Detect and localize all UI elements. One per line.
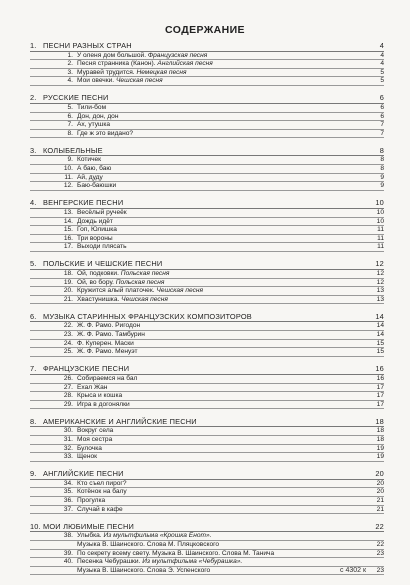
entry-page: 6	[380, 103, 384, 111]
entry-number: 33.	[63, 453, 73, 461]
section-page: 10	[375, 198, 384, 208]
entry-page: 14	[376, 331, 384, 339]
entry-number: 5.	[67, 103, 73, 111]
entry-number: 28.	[63, 392, 73, 400]
section-title: ВЕНГЕРСКИЕ ПЕСНИ	[43, 198, 124, 208]
entry-title: Песенка Чебурашки.	[77, 558, 141, 566]
entry-number: 13.	[63, 208, 73, 216]
entry-page: 11	[377, 226, 384, 234]
toc-entry[interactable]	[30, 77, 384, 86]
entry-title: Где ж это видано?	[77, 129, 134, 137]
toc-entry[interactable]	[30, 60, 384, 69]
toc-entry[interactable]	[30, 401, 384, 410]
entry-note: Чешская песня	[115, 77, 163, 85]
section-title: ФРАНЦУЗСКИЕ ПЕСНИ	[43, 364, 130, 374]
section-page: 14	[375, 311, 384, 321]
entry-number: 26.	[63, 374, 73, 382]
toc-section	[30, 94, 384, 138]
entry-number: 27.	[63, 383, 73, 391]
toc-entry[interactable]	[30, 348, 384, 357]
entry-page: 10	[376, 208, 384, 216]
entry-number: 7.	[67, 121, 73, 129]
section-title: КОЛЫБЕЛЬНЫЕ	[43, 145, 103, 155]
catalog-code: с 4302 к	[340, 567, 367, 574]
entry-note: Английская песня	[157, 60, 213, 68]
entry-page: 8	[380, 156, 384, 164]
toc-section	[30, 523, 384, 575]
entry-title: Баю-баюшки	[77, 182, 117, 190]
entry-number: 1.	[67, 51, 73, 59]
entry-number: 17.	[63, 243, 73, 251]
entry-number: 15.	[63, 226, 73, 234]
entry-number: 12.	[63, 182, 73, 190]
entry-page: 13	[376, 295, 384, 303]
toc-entry[interactable]	[30, 550, 384, 559]
entry-title: Щенок	[77, 453, 98, 461]
entry-number: 22.	[63, 322, 73, 330]
toc-entry[interactable]	[30, 121, 384, 130]
entry-title: Дождь идёт	[77, 217, 113, 225]
entry-note: Польская песня	[120, 269, 170, 277]
entry-title: Три вороны	[77, 234, 113, 242]
section-page: 4	[379, 41, 384, 50]
entry-title: Игра в догонялки	[77, 400, 130, 408]
entry-number: 10.	[63, 165, 73, 173]
toc-entry[interactable]	[30, 104, 384, 113]
section-number: 8.	[30, 416, 37, 426]
entry-number: 29.	[63, 400, 73, 408]
toc-entry[interactable]	[30, 270, 384, 279]
toc-entry[interactable]	[30, 209, 384, 218]
toc-entry[interactable]	[30, 567, 384, 576]
entry-title: Ж. Ф. Рамо. Ригодон	[77, 322, 141, 330]
entry-title: Муравей трудится.	[77, 68, 135, 76]
toc-entry[interactable]	[30, 384, 384, 393]
toc-section	[30, 313, 384, 357]
toc-entry[interactable]	[30, 226, 384, 235]
section-title: АНГЛИЙСКИЕ ПЕСНИ	[43, 469, 124, 479]
entry-note: Немецкая песня	[136, 68, 187, 76]
toc-entry[interactable]	[30, 279, 384, 288]
page-title: СОДЕРЖАНИЕ	[165, 24, 245, 36]
section-heading[interactable]	[30, 365, 384, 375]
section-page: 18	[375, 416, 384, 426]
toc-entry[interactable]	[30, 532, 384, 541]
entry-title: Песня странника (Канон).	[77, 60, 156, 68]
table-of-contents	[30, 42, 384, 584]
section-title: ПОЛЬСКИЕ И ЧЕШСКИЕ ПЕСНИ	[43, 259, 163, 269]
entry-number: 39.	[63, 549, 73, 557]
section-number: 2.	[30, 93, 37, 103]
entry-title: Кружится алый платочек.	[77, 287, 155, 295]
toc-entry[interactable]	[30, 375, 384, 384]
entry-title: Ф. Куперен. Маски	[77, 339, 134, 347]
entry-title: Ехал Жан	[77, 383, 108, 391]
entry-number: 8.	[67, 129, 73, 137]
entry-title: Мои овечки.	[77, 77, 115, 85]
entry-number: 34.	[63, 479, 73, 487]
entry-number: 18.	[63, 269, 73, 277]
toc-section	[30, 418, 384, 462]
section-heading[interactable]	[30, 313, 384, 323]
entry-page: 13	[376, 287, 384, 295]
section-number: 10.	[30, 521, 41, 531]
entry-number: 37.	[63, 505, 73, 513]
entry-page: 17	[376, 392, 384, 400]
toc-entry[interactable]	[30, 392, 384, 401]
entry-note: Польская песня	[115, 278, 165, 286]
section-heading[interactable]	[30, 260, 384, 270]
entry-title: Собираемся на бал	[77, 374, 138, 382]
entry-page: 21	[376, 505, 384, 513]
entry-page: 20	[376, 488, 384, 496]
entry-page: 5	[380, 68, 384, 76]
toc-entry[interactable]	[30, 130, 384, 139]
entry-page: 11	[377, 243, 384, 251]
entry-number: 30.	[63, 427, 73, 435]
entry-page: 7	[380, 129, 384, 137]
toc-entry[interactable]	[30, 340, 384, 349]
entry-note: Из мультфильма «Чебурашка».	[142, 558, 243, 566]
entry-title: Кто съел пирог?	[77, 479, 127, 487]
entry-title: Вокруг села	[77, 427, 114, 435]
entry-number: 19.	[63, 278, 73, 286]
toc-entry[interactable]	[30, 322, 384, 331]
entry-title: Выходи плясать	[77, 243, 127, 251]
toc-entry[interactable]	[30, 296, 384, 305]
entry-title: Ой, во бору.	[77, 278, 114, 286]
entry-number: 38.	[63, 532, 73, 540]
toc-entry[interactable]	[30, 331, 384, 340]
entry-page: 15	[376, 339, 384, 347]
entry-number: 32.	[63, 444, 73, 452]
entry-page: 9	[380, 173, 384, 181]
entry-page: 22	[376, 540, 384, 548]
entry-page: 17	[376, 400, 384, 408]
section-heading[interactable]	[30, 147, 384, 157]
toc-entry[interactable]	[30, 497, 384, 506]
entry-page: 18	[376, 427, 384, 435]
entry-title: Дон, дон, дон	[77, 112, 119, 120]
entry-note: Французская песня	[147, 51, 208, 59]
toc-entry[interactable]	[30, 558, 384, 567]
section-title: ПЕСНИ РАЗНЫХ СТРАН	[43, 41, 132, 50]
toc-entry[interactable]	[30, 182, 384, 191]
entry-page: 19	[376, 444, 384, 452]
section-heading[interactable]	[30, 470, 384, 480]
entry-number: 36.	[63, 497, 73, 505]
section-heading[interactable]	[30, 523, 384, 533]
section-page: 8	[379, 145, 384, 155]
entry-note: Чешская песня	[156, 287, 204, 295]
entry-number: 4.	[67, 77, 73, 85]
entry-note: Из мультфильма «Крошка Енот».	[103, 532, 212, 540]
entry-number: 2.	[67, 60, 73, 68]
toc-entry[interactable]	[30, 52, 384, 61]
entry-number: 21.	[63, 295, 73, 303]
section-number: 3.	[30, 145, 37, 155]
entry-title: Улыбка.	[77, 532, 102, 540]
entry-page: 23	[376, 566, 384, 574]
toc-entry[interactable]	[30, 453, 384, 462]
entry-title: Музыка В. Шаинского. Слова М. Пляцковского	[77, 540, 220, 548]
entry-title: Котичек	[77, 156, 102, 164]
entry-number: 31.	[63, 435, 73, 443]
entry-title: Прогулка	[77, 497, 106, 505]
entry-page: 15	[376, 348, 384, 356]
section-title: МОИ ЛЮБИМЫЕ ПЕСНИ	[43, 521, 135, 531]
entry-title: Ж. Ф. Рамо. Тамбурин	[77, 331, 145, 339]
section-page: 16	[375, 364, 384, 374]
entry-page: 7	[380, 121, 384, 129]
toc-section	[30, 365, 384, 409]
entry-page: 4	[380, 51, 384, 59]
section-title: АМЕРИКАНСКИЕ И АНГЛИЙСКИЕ ПЕСНИ	[43, 416, 197, 426]
entry-number: 24.	[63, 339, 73, 347]
entry-title: Ах, утушка	[77, 121, 111, 129]
entry-title: Ж. Ф. Рамо. Менуэт	[77, 348, 138, 356]
entry-page: 10	[376, 217, 384, 225]
entry-number: 3.	[67, 68, 73, 76]
entry-number: 6.	[67, 112, 73, 120]
entry-note: Чешская песня	[121, 295, 168, 303]
entry-number: 16.	[63, 234, 73, 242]
entry-page: 20	[376, 479, 384, 487]
section-page: 20	[375, 469, 384, 479]
entry-title: Весёлый ручеёк	[77, 208, 127, 216]
entry-number: 11.	[64, 173, 73, 181]
section-number: 9.	[30, 469, 37, 479]
entry-page: 9	[380, 182, 384, 190]
entry-page: 12	[376, 269, 384, 277]
section-number: 5.	[30, 259, 37, 269]
entry-title: Моя сестра	[77, 435, 113, 443]
section-number: 4.	[30, 198, 37, 208]
entry-page: 16	[376, 374, 384, 382]
toc-entry[interactable]	[30, 165, 384, 174]
entry-title: Котёнок на балу	[77, 488, 127, 496]
entry-title: Гоп, Юлишка	[77, 226, 117, 234]
entry-title: Булочка	[77, 444, 102, 452]
entry-page: 5	[380, 77, 384, 85]
toc-section	[30, 199, 384, 251]
entry-page: 11	[377, 234, 384, 242]
section-heading[interactable]	[30, 418, 384, 428]
entry-number: 25.	[63, 348, 73, 356]
toc-section	[30, 42, 384, 86]
toc-entry[interactable]	[30, 287, 384, 296]
section-number: 6.	[30, 311, 37, 321]
entry-page: 21	[376, 497, 384, 505]
section-number: 1.	[30, 41, 37, 50]
entry-number: 20.	[63, 287, 73, 295]
toc-entry[interactable]	[30, 243, 384, 252]
entry-page: 4	[380, 60, 384, 68]
toc-entry[interactable]	[30, 488, 384, 497]
entry-number: 23.	[63, 331, 73, 339]
entry-title: Музыка В. Шаинского. Слова Э. Успенского	[77, 566, 211, 574]
entry-page: 18	[376, 435, 384, 443]
toc-entry[interactable]	[30, 218, 384, 227]
entry-title: Ай, дуду	[77, 173, 103, 181]
toc-entry[interactable]	[30, 436, 384, 445]
section-page: 6	[379, 93, 384, 103]
section-page: 22	[375, 521, 384, 531]
entry-page: 14	[376, 322, 384, 330]
toc-entry[interactable]	[30, 541, 384, 550]
toc-entry[interactable]	[30, 506, 384, 515]
toc-entry[interactable]	[30, 156, 384, 165]
entry-title: Ой, подковки.	[77, 269, 119, 277]
toc-section	[30, 470, 384, 514]
entry-page: 6	[380, 112, 384, 120]
section-heading[interactable]	[30, 42, 384, 52]
toc-entry[interactable]	[30, 174, 384, 183]
toc-entry[interactable]	[30, 69, 384, 78]
entry-page: 8	[380, 165, 384, 173]
toc-section	[30, 147, 384, 191]
entry-number: 35.	[63, 488, 73, 496]
toc-entry[interactable]	[30, 113, 384, 122]
entry-page: 23	[376, 549, 384, 557]
toc-entry[interactable]	[30, 445, 384, 454]
entry-number: 14.	[63, 217, 73, 225]
entry-page: 17	[376, 383, 384, 391]
section-heading[interactable]	[30, 199, 384, 209]
entry-title: Крыса и кошка	[77, 392, 123, 400]
entry-title: У оленя дом большой.	[77, 51, 147, 59]
section-heading[interactable]	[30, 94, 384, 104]
entry-title: Случай в кафе	[77, 505, 123, 513]
toc-entry[interactable]	[30, 235, 384, 244]
entry-number: 9.	[67, 156, 73, 164]
section-title: РУССКИЕ ПЕСНИ	[43, 93, 109, 103]
entry-number: 40.	[63, 558, 73, 566]
section-number: 7.	[30, 364, 37, 374]
toc-section	[30, 260, 384, 304]
section-page: 12	[375, 259, 384, 269]
entry-page: 12	[376, 278, 384, 286]
section-title: МУЗЫКА СТАРИННЫХ ФРАНЦУЗСКИХ КОМПОЗИТОРОВ	[43, 311, 252, 321]
entry-title: По секрету всему свету. Музыка В. Шаинского. Слова М. Танича	[77, 549, 275, 557]
entry-title: Хвастунишка.	[77, 295, 120, 303]
entry-title: А баю, баю	[77, 165, 112, 173]
toc-entry[interactable]	[30, 427, 384, 436]
entry-page: 19	[376, 453, 384, 461]
entry-title: Тили-бом	[77, 103, 107, 111]
